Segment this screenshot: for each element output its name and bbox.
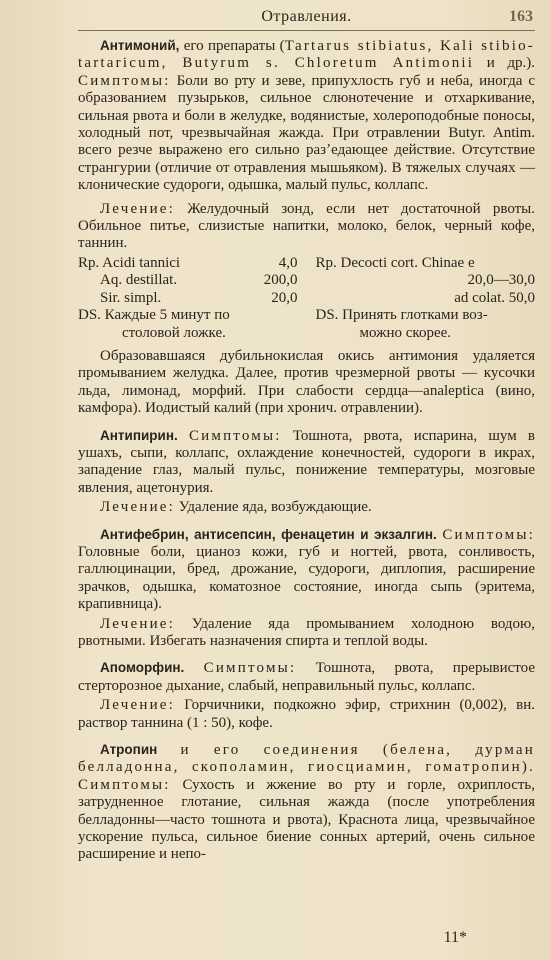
entry-apomorphine: Апоморфин. Симптомы: Тошнота, рвота, прерывистое стерторозное дыхание, слабый, неправильный пульс, коллапс. — [78, 660, 535, 694]
treatment-antimony: Лечение: Желудочный зонд, если нет достаточной рвоты. Обильное питье, слизистые напитки, молоко, белок, черный кофе, таннин. — [78, 200, 535, 252]
treatment-label: Лечение: — [100, 499, 176, 516]
page-title: Отравления. — [261, 8, 352, 25]
page-number: 163 — [509, 8, 533, 25]
treatment-antipyrine: Лечение: Удаление яда, возбуждающие. — [100, 499, 372, 516]
antimony-followup: Образовавшаяся дубильнокислая окись антимония удаляется промыванием желудка. Далее, против чрезмерной рвоты — кусочки льда, лимонад, морфий. При слабости сердца—analeptica (вино, камфора). Иодистый калий (при хронич. отравлении). — [78, 347, 535, 417]
treatment-apomorphine: Лечение: Горчичники, подкожно эфир, стрихнин (0,002), вн. раствор таннина (1 : 50), кофе. — [78, 697, 535, 731]
entry-heading: Антипирин. — [100, 427, 178, 443]
treatment-label: Лечение: — [100, 200, 176, 217]
entry-heading: Атропин — [100, 742, 158, 758]
header-rule — [78, 30, 535, 31]
treatment-label: Лечение: — [100, 615, 176, 632]
signature-mark: 11* — [443, 929, 467, 946]
running-header — [78, 6, 535, 30]
treatment-antifebrin: Лечение: Удаление яда промыванием холодною водою, рвотными. Избегать назначения спирта и теплой воды. — [78, 615, 535, 649]
entry-antipyrine: Антипирин. Симптомы: Тошнота, рвота, испарина, шум в ушахъ, сыпи, коллапс, охлаждение конечностей, судороги в икрах, западение глаз, малый пульс, понижение температуры, мозговые явления, ацетонурия. — [78, 427, 536, 496]
symptoms-label: Симптомы: — [78, 776, 171, 793]
entry-antimony: Антимоний, его препараты (Tartarus stibiatus, Kali stibio-tartaricum, Butyrum s. Chloretum Antimonii и др.). Симптомы: Боли во рту и зеве, припухлость губ и неба, иногда с образованием пузырьков, сильное слюнотечение и отхаркивание, сильная рвота и боли в желудке, водянистые, холероподобные поносы, холодный пот, чрезвычайная жажда. При отравлении Butyr. Antim. всего резче выражено его сильно разʼедающее действие. Отсутствие странгурии (отличие от отравления мышьяком). В тяжелых случаях — клонические судороги, одышка, малый пульс, коллапс. — [78, 38, 535, 194]
entry-heading: Антифебрин, антисепсин, фенацетин и экзалгин. — [100, 526, 437, 542]
entry-antifebrin: Антифебрин, антисепсин, фенацетин и экзалгин. Симптомы: Головные боли, цианоз кожи, губ и ногтей, рвота, сонливость, галлюцинации, бред, дрожание, судороги, диплопия, расширение зрачков, одышка, коматозное состояние, иногда сыпь (эритема, крапивница). — [78, 526, 536, 613]
entry-atropine: Атропин и его соединения (белена, дурман белладонна, скополамин, гиосциамин, гоматропин). Симптомы: Сухость и жжение во рту и горле, охриплость, затрудненное глотание, сильная жажда (после употребления белладонны—часто тошнота и рвота), Краснота лица, чрезвычайное ускорение пульса, сильное биение сонных артерий, очень сильное расширение и непо- — [78, 742, 535, 863]
symptoms-label: Симптомы: — [442, 526, 536, 543]
prescription-right: Rp. Decocti cort. Chinae e 20,0—30,0 ad colat. 50,0 DS. Принять глотками воз- можно скорее. — [315, 254, 535, 341]
symptoms-label: Симптомы: — [78, 72, 171, 89]
symptoms-label: Симптомы: — [188, 427, 282, 444]
symptoms-label: Симптомы: — [203, 660, 297, 677]
latin-names: Tartarus stibiatus, Kali stibio-tartaricum, Butyrum s. Chloretum Antimonii — [78, 38, 535, 72]
treatment-label: Лечение: — [100, 697, 176, 714]
prescriptions — [78, 255, 535, 342]
entry-heading: Антимоний, — [100, 38, 180, 53]
prescription-left: Rp. Acidi tannici 4,0 Aq. destillat. 200,0 Sir. simpl. 20,0 DS. Каждые 5 минут по столовой ложке. — [78, 254, 298, 341]
entry-heading: Апоморфин. — [100, 660, 185, 676]
